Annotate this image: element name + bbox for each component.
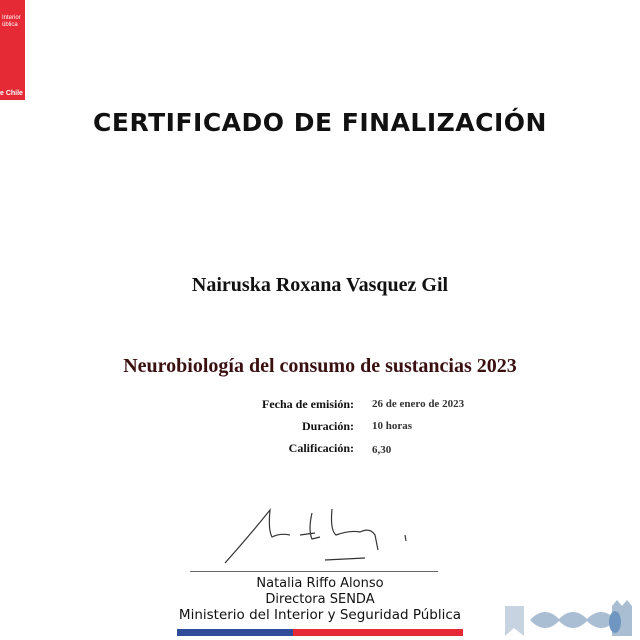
logo-country: e Chile [0,90,23,97]
logo-text: Interior ública [2,15,21,28]
signatory-role: Directora SENDA [265,592,375,607]
detail-value: 26 de enero de 2023 [372,398,465,410]
signatory-institution: Ministerio del Interior y Seguridad Pública [178,607,462,623]
flag-bar-blue [177,629,293,636]
signature-line [190,571,438,572]
detail-value: 10 horas [372,420,413,432]
course-name: Neurobiología del consumo de sustancias 2023 [123,355,517,377]
signature [220,505,420,565]
signatory-name: Natalia Riffo Alonso [256,576,384,591]
detail-label: Calificación: [288,441,354,455]
recipient-name: Nairuska Roxana Vasquez Gil [191,274,449,296]
detail-label: Duración: [302,419,354,433]
detail-value: 6,30 [372,444,392,456]
ministry-logo [0,0,25,100]
decorative-shapes [500,598,640,640]
flag-bar-red [293,629,463,636]
detail-label: Fecha de emisión: [262,397,354,411]
certificate-title: CERTIFICADO DE FINALIZACIÓN [93,108,547,137]
